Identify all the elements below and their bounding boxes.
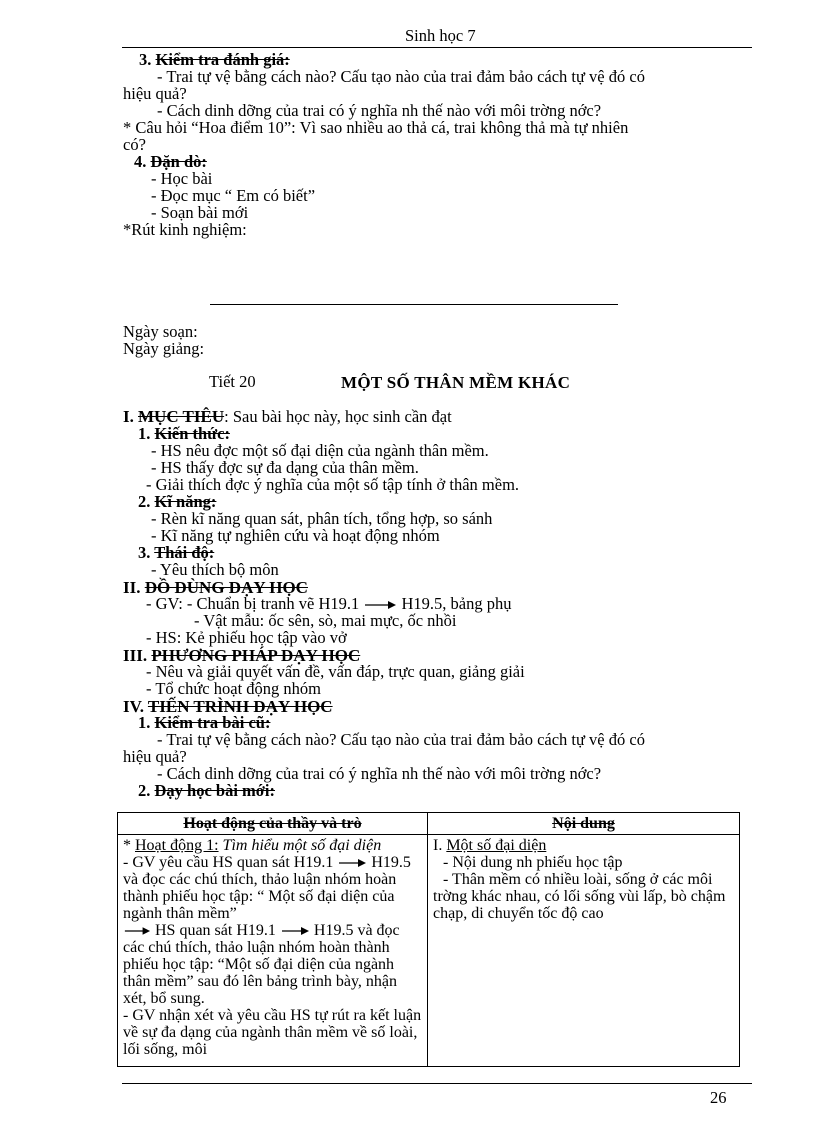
knowledge-item-3: - Giải thích đợc ý nghĩa của một số tập tính ở thân mềm.	[146, 475, 520, 494]
homework-heading: 4. Dặn dò:	[134, 152, 207, 171]
activity-label: Hoạt động 1:	[135, 837, 219, 854]
new-lesson-heading: 2. Dạy học bài mới:	[138, 781, 276, 800]
check-q1b: hiệu quả?	[123, 747, 187, 766]
knowledge-item-2: - HS thấy đợc sự đa dạng của thân mềm.	[151, 458, 419, 477]
knowledge-item-1: - HS nêu đợc một số đại diện của ngành thân mềm.	[151, 441, 489, 460]
arrow-right-icon	[363, 600, 397, 610]
methods-item-2: - Tổ chức hoạt động nhóm	[146, 679, 321, 698]
skills-item-1: - Rèn kĩ năng quan sát, phân tích, tổng hợp, so sánh	[151, 509, 493, 528]
assess-q1a: - Trai tự vệ bằng cách nào? Cấu tạo nào của trai đảm bảo cách tự vệ đó có	[157, 67, 645, 86]
methods-heading: III. PHƯƠNG PHÁP DẠY HỌC	[123, 646, 361, 665]
activity-cell: * Hoạt động 1: Tìm hiểu một số đại diện - GV yêu cầu HS quan sát H19.1 H19.5 và đọc các chú thích, thảo luận nhóm hoàn thành phiếu học tập: “ Một số đại diện của ngành thân mềm” HS quan sát H19.1 H19.5 và đọc các chú thích, thảo luận nhóm hoàn thành phiếu học tập: “Một số đại diện của ngành thân mềm” sau đó lên bảng trình bày, nhận xét, bổ sung. - GV nhận xét và yêu cầu HS tự rút ra kết luận về sự đa dạng của ngành thân mềm về số loài, lối sống, môi	[118, 835, 428, 1067]
date-taught: Ngày giảng:	[123, 339, 205, 358]
assess-q2: - Cách dinh dỡng của trai có ý nghĩa nh thế nào với môi trờng nớc?	[157, 101, 602, 120]
materials-gv-samples: - Vật mẫu: ốc sên, sò, mai mực, ốc nhồi	[194, 611, 457, 630]
assess-q3a: * Câu hỏi “Hoa điểm 10”: Vì sao nhiều ao thả cá, trai không thả mà tự nhiên	[123, 118, 629, 137]
materials-hs: - HS: Kẻ phiếu học tập vào vở	[146, 628, 347, 647]
methods-item-1: - Nêu và giải quyết vấn đề, vấn đáp, trực quan, giảng giải	[146, 662, 525, 681]
knowledge-heading: 1. Kiến thức:	[138, 424, 230, 443]
content-heading: Một số đại diện	[446, 837, 547, 854]
objectives-heading: I. MỤC TIÊU: Sau bài học này, học sinh cần đạt	[123, 407, 452, 426]
date-prepared: Ngày soạn:	[123, 322, 198, 341]
assess-q1b: hiệu quả?	[123, 84, 187, 103]
process-heading: IV. TIẾN TRÌNH DẠY HỌC	[123, 697, 333, 716]
header-rule	[122, 47, 752, 48]
check-q2: - Cách dinh dỡng của trai có ý nghĩa nh thế nào với môi trờng nớc?	[157, 764, 602, 783]
col-teacher-student: Hoạt động của thầy và trò	[118, 813, 428, 835]
header-subject: Sinh học 7	[405, 26, 476, 45]
content-cell: I. Một số đại diện - Nội dung nh phiếu học tập - Thân mềm có nhiều loài, sống ở các môi trờng khác nhau, có lối sống vùi lấp, bò chậm chạp, di chuyển tốc độ cao	[428, 835, 740, 1067]
homework-item-3: - Soạn bài mới	[151, 203, 249, 222]
activity-table	[117, 812, 740, 1067]
assess-q3b: có?	[123, 135, 146, 154]
activity-title: Tìm hiểu một số đại diện	[218, 837, 382, 854]
materials-heading: II. ĐỒ DÙNG DẠY HỌC	[123, 578, 308, 597]
experience-note: *Rút kinh nghiệm:	[123, 220, 247, 239]
check-q1a: - Trai tự vệ bằng cách nào? Cấu tạo nào của trai đảm bảo cách tự vệ đó có	[157, 730, 645, 749]
arrow-right-icon	[123, 926, 151, 936]
skills-heading: 2. Kĩ năng:	[138, 492, 217, 511]
attitude-heading: 3. Thái độ:	[138, 543, 215, 562]
lesson-period: Tiết 20	[209, 372, 256, 391]
skills-item-2: - Kĩ năng tự nghiên cứu và hoạt động nhóm	[151, 526, 440, 545]
homework-item-1: - Học bài	[151, 169, 213, 188]
lesson-title: MỘT SỐ THÂN MỀM KHÁC	[341, 373, 571, 392]
table-header-row	[118, 813, 740, 835]
col-content: Nội dung	[428, 813, 740, 835]
section-divider	[210, 304, 618, 305]
page-number: 26	[710, 1088, 727, 1107]
check-old-heading: 1. Kiểm tra bài cũ:	[138, 713, 271, 732]
table-row	[118, 835, 740, 1067]
attitude-item-1: - Yêu thích bộ môn	[151, 560, 279, 579]
arrow-right-icon	[337, 858, 367, 868]
footer-rule	[122, 1083, 752, 1084]
materials-gv: - GV: - Chuẩn bị tranh vẽ H19.1 H19.5, bảng phụ	[146, 594, 512, 613]
arrow-right-icon	[280, 926, 310, 936]
assess-heading: 3. Kiểm tra đánh giá:	[139, 50, 290, 69]
homework-item-2: - Đọc mục “ Em có biết”	[151, 186, 316, 205]
